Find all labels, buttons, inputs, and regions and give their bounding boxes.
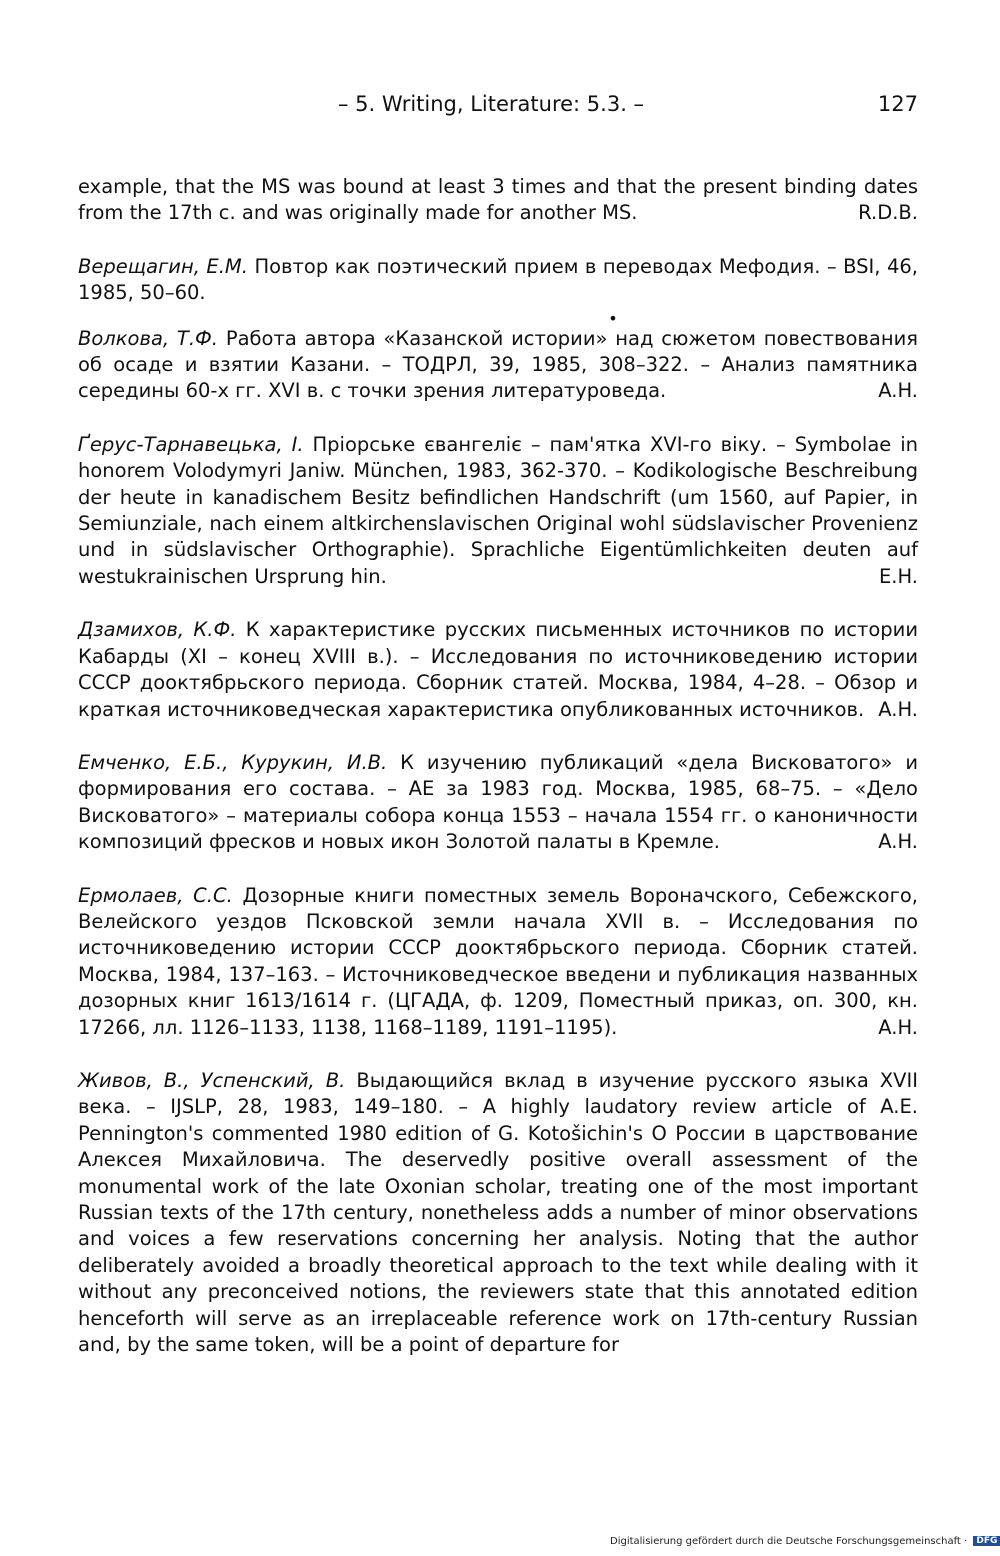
entry-author: Верещагин, Е.М. (78, 254, 248, 278)
bullet-mark: • (608, 308, 618, 328)
reviewer-initials: A.H. (878, 1015, 918, 1039)
entry-zhivov-uspenskij (78, 1068, 918, 1358)
entry-ermolaev (78, 883, 918, 1041)
entry-vereshchagin (78, 254, 918, 307)
entry-author: Ермолаев, С.С. (78, 883, 233, 907)
entry-text: example, that the MS was bound at least 3 times and that the present binding dates from the 17th c. and was originally made for another MS. (78, 175, 918, 225)
entry-author: Живов, В., Успенский, В. (78, 1068, 346, 1092)
entry-author: Емченко, Е.Б., Курукин, И.В. (78, 750, 388, 774)
running-head: – 5. Writing, Literature: 5.3. – (338, 92, 645, 116)
entry-text: Пріорське євангеліє – пам'ятка XVI-го віку. – Symbolae in honorem Volodymyri Janiw. München, 1983, 362-370. – Kodikologische Beschreibung der heute in kanadischem Besitz befindlichen Handschrift (um 1560, auf Papier, in Semiunziale, nach einem altkirchenslavischen Original wohl südslavischer Provenienz und in südslavischer Orthographie). Sprachliche Eigentümlichkeiten deuten auf westukrainischen Ursprung hin. (78, 432, 918, 588)
entry-text: К характеристике русских письменных источников по истории Кабарды (XI – конец XVIII в.). – Исследования по источниковедению истории СССР доoктябрьского периода. Сборник статей. Москва, 1984, 4–28. – Обзор и краткая источниковедческая характеристика опубликованных источников. (78, 618, 918, 721)
footer-text: Digitalisierung gefördert durch die Deutsche Forschungsgemeinschaft · (610, 1536, 968, 1547)
entry-emchenko-kurukin (78, 750, 918, 856)
entry-author: Волкова, Т.Ф. (78, 326, 219, 350)
reviewer-initials: E.H. (878, 564, 918, 588)
entry-volkova (78, 326, 918, 405)
entry-author: Дзамихов, К.Ф. (78, 618, 237, 642)
dfg-logo: DFG (973, 1536, 1000, 1546)
entry-text: Выдающийся вклад в изучение русского языка XVII века. – IJSLP, 28, 1983, 149–180. – A highly laudatory review article of A.E. Pennington's commented 1980 edition of G. Kotošichin's О России в царствование Алексея Михайловича. The deservedly positive overall assessment of the monumental work of the late Oxonian scholar, treating one of the most important Russian texts of the 17th century, nonetheless adds a number of minor observations and voices a few reservations concerning her analysis. Noting that the author deliberately avoided a broadly theoretical approach to the text while dealing with it without any preconceived notions, the reviewers state that this annotated edition henceforth will serve as an irreplaceable reference work on 17th-century Russian and, by the same token, will be a point of departure for (78, 1068, 918, 1357)
entry-gerus-tarnavetska (78, 432, 918, 590)
entry-author: Ґерус-Тарнавецька, І. (78, 432, 304, 456)
entry-text: Повтор как поэтический прием в переводах Мефодия. – BSI, 46, 1985, 50–60. (78, 254, 918, 305)
entry-dzamikhov (78, 617, 918, 723)
entry-text: К изучению публикаций «дела Висковатого» и формирования его состава. – АЕ за 1983 год. Москва, 1985, 68–75. – «Дело Висковатого» – материалы собора конца 1553 – начала 1554 гг. о каноничности композиций фресков и новых икон Золотой палаты в Кремле. (78, 750, 919, 854)
reviewer-initials: R.D.B. (858, 201, 918, 225)
page-number: 127 (877, 92, 918, 116)
reviewer-initials: A.H. (878, 697, 918, 721)
entry-text: Дозорные книги поместных земель Вороначского, Себежского, Велейского уездов Псковской земли начала XVII в. – Исследования по источниковедению истории СССР доoктябрьского периода. Сборник статей. Москва, 1984, 137–163. – Источниковедческое введени и публикация названных дозорных книг 1613/1614 г. (ЦГАДА, ф. 1209, Поместный приказ, оп. 300, кн. 17266, лл. 1126–1133, 1138, 1168–1189, 1191–1195). (78, 883, 918, 1039)
reviewer-initials: A.H. (878, 379, 918, 403)
page-header (0, 92, 1000, 124)
bibliography-entries (78, 174, 918, 1358)
entry-continuation (78, 174, 918, 227)
entry-text: Работа автора «Казанской истории» над сюжетом повествования об осаде и взятии Казани. – ТОДРЛ, 39, 1985, 308–322. – Анализ памятника середины 60-х гг. XVI в. с точки зрения литературоведа. (78, 326, 918, 403)
reviewer-initials: A.H. (878, 830, 918, 854)
digitization-footer (610, 1536, 998, 1547)
